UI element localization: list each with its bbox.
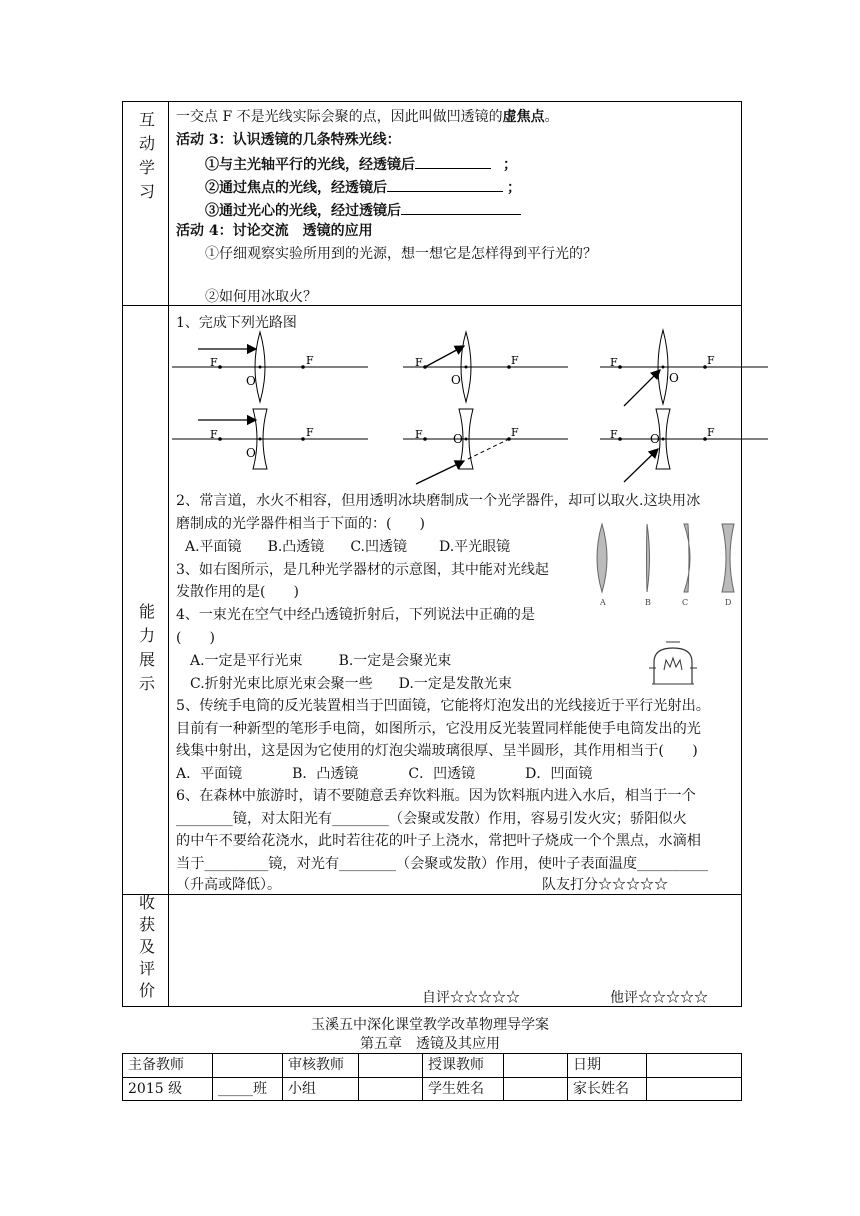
blank-answer-1[interactable] <box>415 154 491 169</box>
label-O-1: O <box>246 374 256 388</box>
label-F-right-6: F <box>707 426 715 439</box>
activity3-item3: ③通过光心的光线，经过透镜后 <box>205 200 521 220</box>
lens-ray-diagrams <box>168 322 778 490</box>
fig-label-D: D <box>725 598 732 607</box>
question-6-line5: （升高或降低）。 <box>176 877 281 893</box>
label-F-left-6: F <box>610 428 618 441</box>
question-6-line1: 6、在森林中旅游时，请不要随意丢弃饮料瓶。因为饮料瓶内进入水后，相当于一个 <box>176 788 696 804</box>
school-title: 玉溪五中深化课堂教学改革物理导学案 <box>311 1017 549 1033</box>
cell-lead-teacher-label: 主备教师 <box>128 1057 184 1073</box>
table-right-border <box>741 101 742 1007</box>
label-column-divider <box>168 101 169 1007</box>
label-O-5: O <box>453 432 463 446</box>
diagram-convex-2 <box>403 332 568 402</box>
question-4-line2: ( ) <box>176 630 215 646</box>
activity3-item2: ②通过焦点的光线，经透镜后 ； <box>205 177 521 197</box>
question-5-line1: 5、传统手电筒的反光装置相当于凹面镜，它能将灯泡发出的光线接近于平行光射出。 <box>176 698 710 714</box>
fig-label-B: B <box>645 598 651 607</box>
question-5-line3: 线集中射出，这是因为它使用的灯泡尖端玻璃很厚、呈半圆形，其作用相当于( ) <box>176 743 698 759</box>
question-2-line2: 磨制成的光学器件相当于下面的：( ) <box>176 516 425 532</box>
label-F-right-5: F <box>511 426 519 439</box>
table-left-border <box>122 101 123 1007</box>
activity4-title: 活动 4：讨论交流 透镜的应用 <box>176 223 373 239</box>
chapter-title: 第五章 透镜及其应用 <box>360 1036 500 1052</box>
label-F-left-2: F <box>415 356 423 369</box>
diagram-concave-3 <box>600 409 768 482</box>
cell-group-label: 小组 <box>288 1081 316 1097</box>
question-2-options: A.平面镜 B.凸透镜 C.凹透镜 D.平光眼镜 <box>185 539 511 555</box>
self-evaluation[interactable]: 自评☆☆☆☆☆ <box>422 990 520 1006</box>
flashlight-bulb-figure <box>648 640 698 688</box>
question-1: 1、完成下列光路图 <box>176 315 297 331</box>
label-F-right-1: F <box>306 354 314 367</box>
label-O-3: O <box>669 371 679 385</box>
cell-parent-label: 家长姓名 <box>573 1081 629 1097</box>
diagram-convex-1 <box>172 332 368 402</box>
activity4-item1: ①仔细观察实验所用到的光源，想一想它是怎样得到平行光的？ <box>205 246 597 262</box>
cell-student-label: 学生姓名 <box>428 1081 484 1097</box>
peer-evaluation[interactable]: 他评☆☆☆☆☆ <box>610 990 708 1006</box>
section-label-harvest: 收 获 及 评 价 <box>138 893 155 1000</box>
fig-label-C: C <box>682 598 689 607</box>
cell-reviewer-label: 审核教师 <box>288 1057 344 1073</box>
diagram-concave-2 <box>403 409 568 484</box>
question-3-line2: 发散作用的是( ) <box>176 584 299 600</box>
cell-class[interactable]: _____班 <box>218 1081 267 1097</box>
activity3-item1: ①与主光轴平行的光线，经透镜后 ； <box>205 154 517 174</box>
table-top-border <box>122 101 742 102</box>
activity4-item2: ②如何用冰取火？ <box>205 289 317 305</box>
fig-label-A: A <box>600 598 606 607</box>
label-O-4: O <box>246 446 256 460</box>
blank-answer-2[interactable] <box>387 177 503 192</box>
activity3-title: 活动 3：认识透镜的几条特殊光线： <box>176 132 401 148</box>
section-label-interactive: 互 动 学 习 <box>138 110 155 201</box>
label-O-6: O <box>650 432 660 446</box>
question-4-line1: 4、一束光在空气中经凸透镜折射后，下列说法中正确的是 <box>176 607 535 623</box>
cell-teacher-label: 授课教师 <box>428 1057 484 1073</box>
diagram-concave-1 <box>172 409 368 469</box>
label-O-2: O <box>451 373 461 387</box>
question-6-line4: 当于_________镜，对光有________（会聚或发散）作用，使叶子表面温度__________ <box>176 856 709 872</box>
label-F-left-3: F <box>610 356 618 369</box>
label-F-left-1: F <box>210 356 218 369</box>
row-divider-2 <box>122 894 742 895</box>
label-F-right-2: F <box>511 354 519 367</box>
label-F-right-3: F <box>707 354 715 367</box>
question-4-options-row2: C.折射光束比原光束会聚一些 D.一定是发散光束 <box>190 676 512 692</box>
team-score[interactable]: 队友打分☆☆☆☆☆ <box>542 877 668 893</box>
cell-date-label: 日期 <box>573 1057 601 1073</box>
question-5-line2: 目前有一种新型的笔形手电筒，如图所示，它没用反光装置同样能使手电筒发出的光 <box>176 721 701 737</box>
section-label-ability: 能 力 展 示 <box>138 602 155 693</box>
question-6-line2: ________镜，对太阳光有________（会聚或发散）作用，容易引发火灾；骄阳似火 <box>176 811 687 827</box>
diagram-convex-3 <box>600 330 768 406</box>
cell-grade: 2015 级 <box>128 1081 183 1097</box>
question-5-options: A．平面镜 B．凸透镜 C．凹透镜 D．凹面镜 <box>176 766 593 782</box>
label-F-left-5: F <box>415 428 423 441</box>
label-F-left-4: F <box>210 428 218 441</box>
concave-focus-text: 一交点 F 不是光线实际会聚的点，因此叫做凹透镜的虚焦点。 <box>176 109 559 125</box>
question-3-line1: 3、如右图所示，是几种光学器材的示意图，其中能对光线起 <box>176 562 549 578</box>
question-4-options-row1: A.一定是平行光束 B.一定是会聚光束 <box>190 653 452 669</box>
blank-answer-3[interactable] <box>401 200 521 215</box>
q3-lens-figure <box>592 518 740 610</box>
label-F-right-4: F <box>306 426 314 439</box>
question-2-line1: 2、常言道，水火不相容，但用透明冰块磨制成一个光学器件，却可以取火.这块用冰 <box>176 493 701 509</box>
question-6-line3: 的中午不要给花浇水，此时若往花的叶子上浇水，常把叶子烧成一个个黑点，水滴相 <box>176 833 701 849</box>
